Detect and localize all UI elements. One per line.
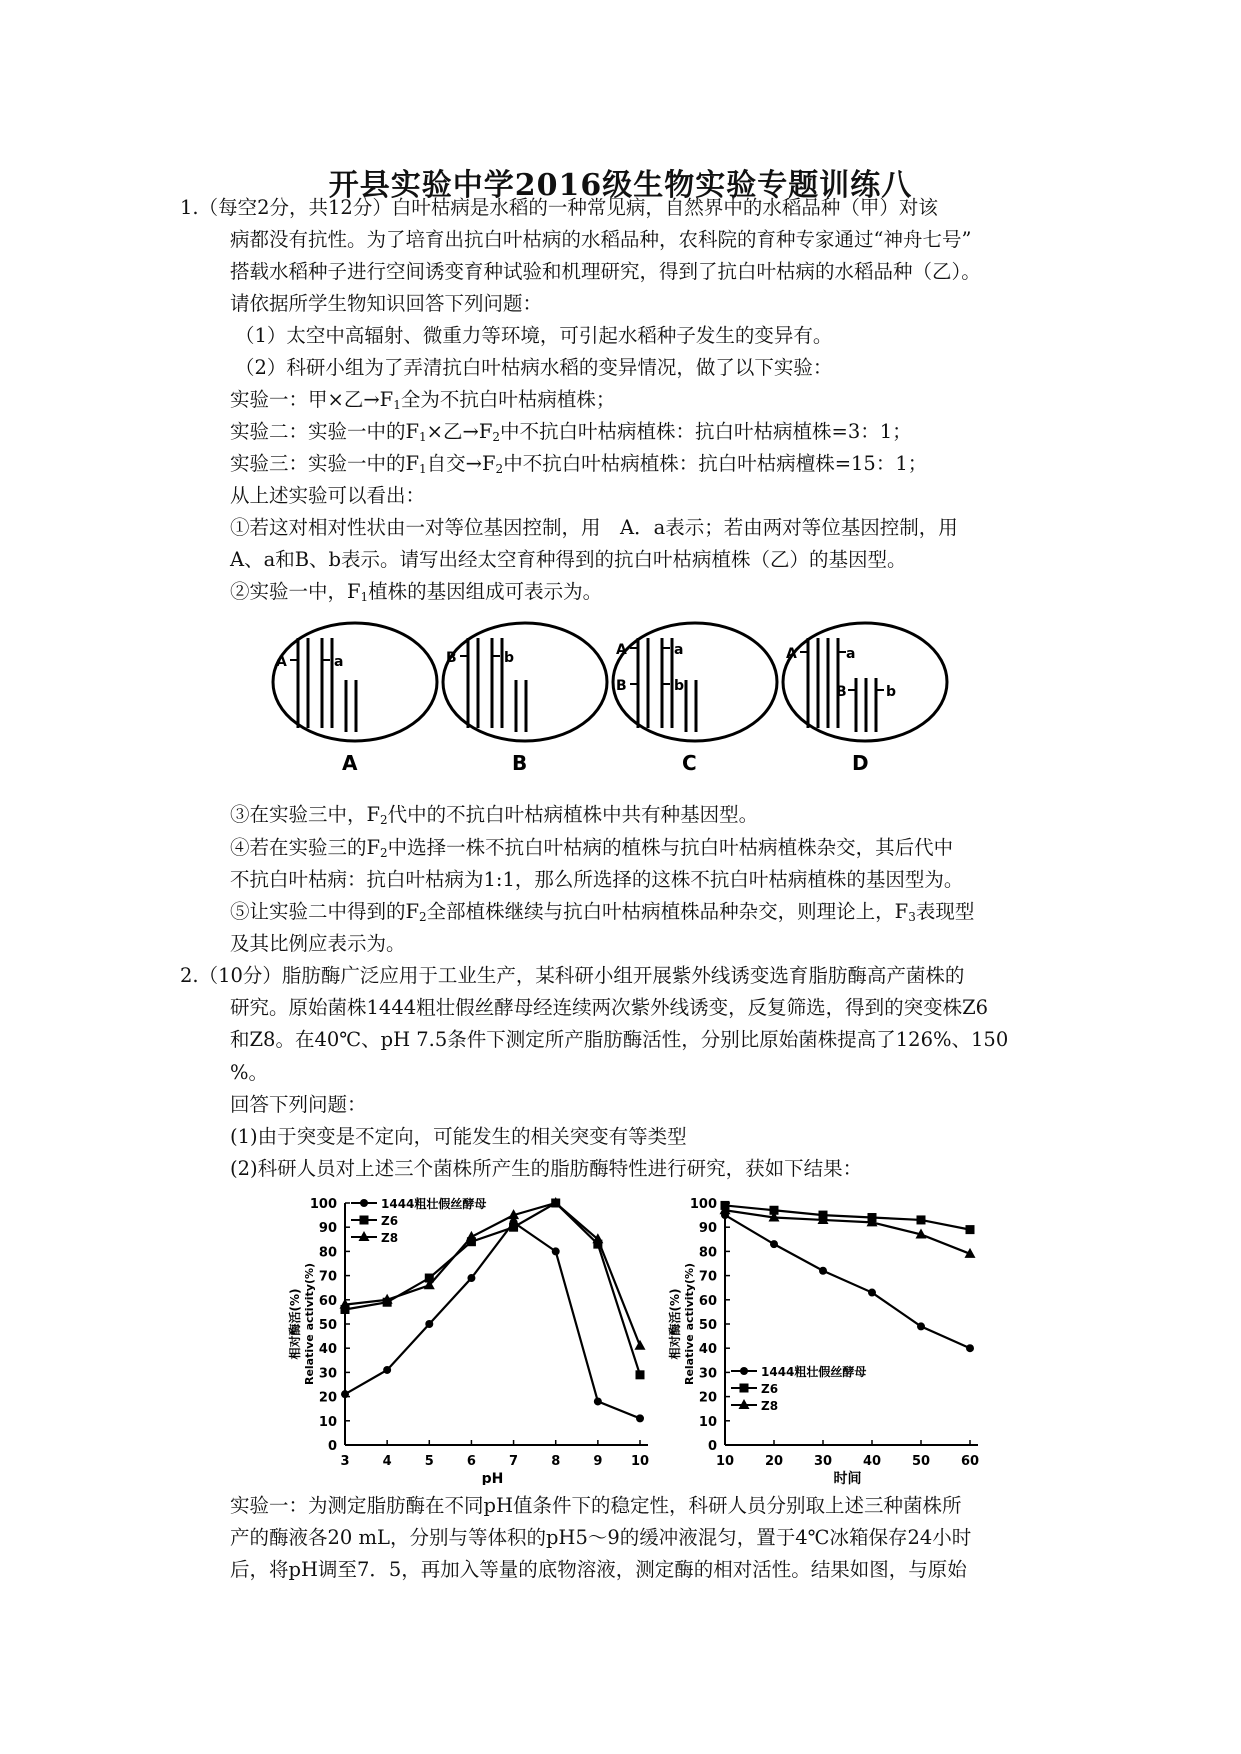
legend-label: 1444粗壮假丝酵母 [381,1197,487,1211]
q1-line-1: 1.（每空2分，共12分）白叶枯病是水稻的一种常见病，自然界中的水稻品种（甲）对该 [180,196,938,219]
data-point-circle [868,1289,876,1297]
x-tick-label: 5 [424,1454,434,1469]
gene-label: a [674,642,684,658]
data-point-circle [425,1320,433,1328]
data-point-square [740,1384,749,1393]
y-axis-label: 相对酶活(%) [668,1288,682,1360]
experiment-1-paragraph-line-2: 产的酶液各20 mL，分别与等体积的pH5～9的缓冲液混匀，置于4℃冰箱保存24小时 [230,1526,972,1549]
x-tick-label: 20 [764,1454,784,1469]
y-tick-label: 50 [318,1318,337,1333]
x-tick-label: 30 [813,1454,833,1469]
data-point-triangle [635,1340,646,1350]
cell-b [443,623,607,775]
chromosome-diagram [270,620,950,780]
series-line [345,1222,640,1418]
q2-line-4: %。 [230,1061,269,1084]
y-tick-label: 90 [318,1221,337,1237]
cell-label-a: A [342,751,358,775]
gene-label: a [846,646,856,662]
data-point-circle [552,1247,560,1255]
q1-subq-1-cont: A、a和B、b表示。请写出经太空育种得到的抗白叶枯病植株（乙）的基因型。 [230,548,907,571]
cell-label-d: D [852,751,869,775]
cell-d [783,623,947,775]
q1-part-1: （1）太空中高辐射、微重力等环境，可引起水稻种子发生的变异有。 [235,324,833,347]
y-tick-label: 100 [689,1197,717,1212]
gene-label: A [616,642,627,658]
x-tick-label: 10 [715,1454,735,1469]
data-point-square [966,1225,975,1234]
data-point-circle [636,1414,644,1422]
data-point-circle [740,1367,748,1375]
legend-label: 1444粗壮假丝酵母 [761,1365,867,1379]
chart-experiment-2 [665,1195,985,1485]
x-tick-label: 6 [466,1454,476,1469]
q2-part-1: (1)由于突变是不定向，可能发生的相关突变有等类型 [230,1125,687,1148]
cell-label-b: B [512,751,528,775]
gene-label: B [616,678,627,694]
x-tick-label: 9 [593,1454,603,1469]
y-tick-label: 20 [318,1390,337,1406]
x-tick-label: 3 [340,1454,350,1469]
x-axis-label: 时间 [833,1471,862,1485]
y-tick-label: 60 [318,1293,337,1309]
x-tick-label: 50 [911,1454,931,1469]
x-tick-label: 60 [960,1454,980,1469]
gene-label: b [504,650,515,666]
q1-subq-5-cont: 及其比例应表示为。 [230,932,406,955]
series-line [725,1205,970,1229]
x-tick-label: 7 [509,1454,519,1469]
y-axis-label-en: Relative activity(%) [683,1262,696,1386]
q1-subq-2: ②实验一中，$F_1$植株的基因组成可表示为。 [230,580,603,604]
x-tick-label: 40 [862,1454,882,1469]
gene-label: A [786,646,797,662]
y-tick-label: 40 [318,1342,337,1358]
experiment-1-paragraph-line-3: 后，将pH调至7．5，再加入等量的底物溶液，测定酶的相对活性。结果如图，与原始 [230,1558,967,1581]
data-point-square [360,1216,369,1225]
legend-label: Z6 [761,1382,779,1396]
q1-line-4: 请依据所学生物知识回答下列问题： [230,292,543,315]
legend-label: Z8 [761,1399,779,1413]
y-tick-label: 100 [309,1197,337,1212]
q1-part-2: （2）科研小组为了弄清抗白叶枯病水稻的变异情况，做了以下实验： [235,356,833,379]
q1-subq-4-cont: 不抗白叶枯病：抗白叶枯病为1:1，那么所选择的这株不抗白叶枯病植株的基因型为。 [230,868,964,891]
q1-subq-3: ③在实验三中，$F_2$代中的不抗白叶枯病植株中共有种基因型。 [230,803,759,827]
data-point-circle [770,1240,778,1248]
experiment-2-text: 实验二：实验一中的$F_1\times$乙$\to F_2$中不抗白叶枯病植株：抗白叶枯病植株=3：1； [230,420,912,444]
q2-part-2: (2)科研人员对上述三个菌株所产生的脂肪酶特性进行研究，获如下结果： [230,1157,863,1180]
y-tick-label: 0 [707,1439,717,1454]
y-tick-label: 80 [698,1245,717,1261]
data-point-square [509,1223,518,1232]
data-point-circle [383,1366,391,1374]
data-point-circle [594,1397,602,1405]
x-tick-label: 10 [630,1454,650,1469]
y-tick-label: 40 [698,1342,717,1358]
experiment-1-text: 实验一：甲×乙$\to F_1$全为不抗白叶枯病植株； [230,388,616,412]
experiment-1-paragraph-line-1: 实验一：为测定脂肪酶在不同pH值条件下的稳定性，科研人员分别取上述三种菌株所 [230,1494,962,1517]
experiment-3-text: 实验三：实验一中的$F_1$自交$\to F_2$中不抗白叶枯病植株：抗白叶枯病檀株=15：1； [230,452,928,476]
q1-subq-1: ①若这对相对性状由一对等位基因控制，用 A．a表示；若由两对等位基因控制，用 [230,516,958,539]
y-tick-label: 50 [698,1318,717,1333]
x-tick-label: 4 [382,1454,392,1469]
legend-label: Z6 [381,1214,399,1228]
cell-label-c: C [682,751,697,775]
q2-line-2: 研究。原始菌株1444粗壮假丝酵母经连续两次紫外线诱变，反复筛选，得到的突变株Z6 [230,996,989,1019]
y-axis-label: 相对酶活(%) [288,1288,302,1360]
gene-label: b [886,684,897,700]
page-title: 开县实验中学2016级生物实验专题训练八 [328,168,913,203]
q1-subq-4: ④若在实验三的$F_2$中选择一株不抗白叶枯病的植株与抗白叶枯病植株杂交，其后代中 [230,836,954,860]
series-line [725,1215,970,1348]
q2-line-1: 2.（10分）脂肪酶广泛应用于工业生产，某科研小组开展紫外线诱变选育脂肪酶高产菌株的 [180,964,965,987]
gene-label: b [674,678,685,694]
gene-label: B [446,650,457,666]
q1-line-2: 病都没有抗性。为了培育出抗白叶枯病的水稻品种，农科院的育种专家通过“神舟七号” [230,228,972,251]
gene-label: B [836,684,847,700]
q2-line-3: 和Z8。在40℃、pH 7.5条件下测定所产脂肪酶活性，分别比原始菌株提高了126%、150 [230,1028,1009,1051]
cell-c [613,623,777,775]
data-point-circle [341,1390,349,1398]
gene-label: A [276,654,287,670]
q1-subq-5: ⑤让实验二中得到的$F_2$全部植株继续与抗白叶枯病植株品种杂交，则理论上，$F_3$表现型 [230,900,975,924]
data-point-circle [966,1344,974,1352]
y-tick-label: 30 [698,1366,717,1382]
y-axis-label-en: Relative activity(%) [303,1262,316,1386]
y-tick-label: 70 [318,1269,337,1285]
x-axis-label: pH [481,1471,504,1485]
data-point-square [917,1215,926,1224]
q2-line-5: 回答下列问题： [230,1093,367,1116]
x-tick-label: 8 [551,1454,561,1469]
data-point-circle [467,1274,475,1282]
data-point-square [636,1370,645,1379]
data-point-circle [360,1199,368,1207]
y-tick-label: 0 [327,1439,337,1454]
data-point-circle [917,1322,925,1330]
y-tick-label: 30 [318,1366,337,1382]
y-tick-label: 70 [698,1269,717,1285]
gene-label: a [334,654,344,670]
q1-line-10: 从上述实验可以看出： [230,484,426,507]
y-tick-label: 10 [698,1414,717,1430]
y-tick-label: 80 [318,1245,337,1261]
y-tick-label: 10 [318,1414,337,1430]
y-tick-label: 90 [698,1221,717,1237]
data-point-circle [819,1267,827,1275]
chart-experiment-1 [285,1195,655,1485]
legend-label: Z8 [381,1231,399,1245]
cell-a [273,623,437,775]
y-tick-label: 20 [698,1390,717,1406]
q1-line-3: 搭载水稻种子进行空间诱变育种试验和机理研究，得到了抗白叶枯病的水稻品种（乙）。 [230,260,981,283]
series-line [345,1203,640,1375]
y-tick-label: 60 [698,1293,717,1309]
